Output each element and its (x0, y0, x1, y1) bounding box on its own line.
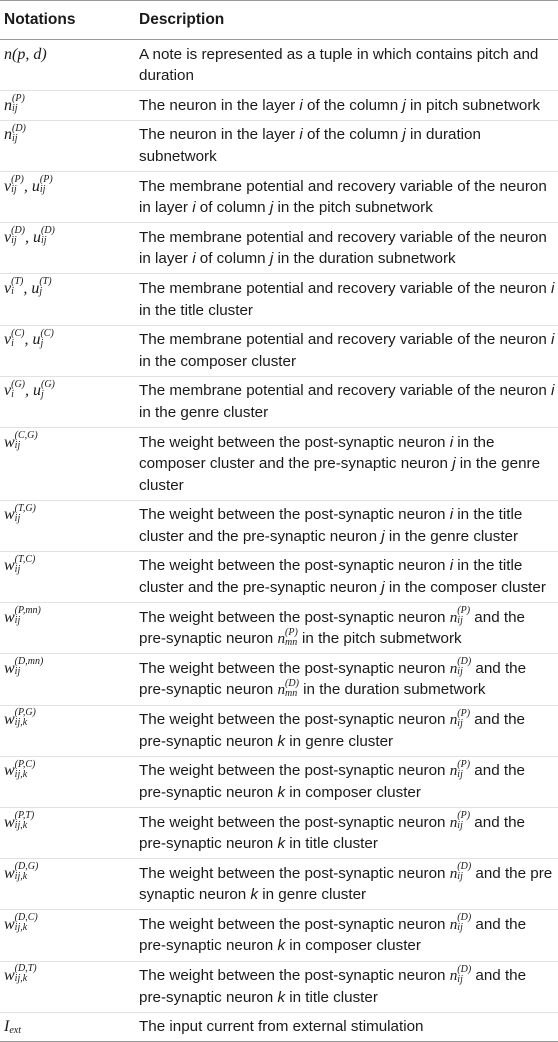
description-cell: A note is represented as a tuple in which contains pitch and duration (139, 40, 558, 91)
notation-cell: w (P,mn) ij (0, 603, 139, 654)
description-cell: The neuron in the layer i of the column j in duration subnetwork (139, 120, 558, 171)
description-cell: The input current from external stimulation (139, 1012, 558, 1042)
table-row (0, 859, 558, 910)
table-row (0, 274, 558, 325)
description-cell: The neuron in the layer i of the column j in pitch subnetwork (139, 91, 558, 121)
table-row (0, 223, 558, 274)
description-cell: The membrane potential and recovery variable of the neuron in layer i of column j in the duration subnetwork (139, 223, 558, 274)
notation-cell: w (P,T) ij,k (0, 807, 139, 858)
description-cell: The weight between the post-synaptic neuron i in the title cluster and the pre-synaptic neuron j in the genre cluster (139, 500, 558, 551)
description-cell: The weight between the post-synaptic neuron n (D) ij and the pre-synaptic neuron k in composer cluster (139, 910, 558, 961)
notation-cell: w (D,G) ij,k (0, 859, 139, 910)
table-row (0, 325, 558, 376)
description-cell: The membrane potential and recovery variable of the neuron i in the genre cluster (139, 376, 558, 427)
notation-cell: w (D,mn) ij (0, 654, 139, 705)
notation-cell: n (D) ij (0, 120, 139, 171)
table-row (0, 428, 558, 501)
description-cell: The weight between the post-synaptic neuron n (P) ij and the pre-synaptic neuron k in title cluster (139, 807, 558, 858)
description-cell: The weight between the post-synaptic neuron n (P) ij and the pre-synaptic neuron k in composer cluster (139, 756, 558, 807)
table-row (0, 120, 558, 171)
notation-cell: n(p, d) (0, 40, 139, 91)
description-cell: The weight between the post-synaptic neuron n (P) ij and the pre-synaptic neuron n (P) mn in the pitch submetwork (139, 603, 558, 654)
notation-cell: w (T,C) ij (0, 551, 139, 602)
notation-cell: w (D,T) ij,k (0, 961, 139, 1012)
notation-cell: v (P) ij , u (P) ij (0, 172, 139, 223)
notation-cell: n (P) ij (0, 91, 139, 121)
notation-cell: w (D,C) ij,k (0, 910, 139, 961)
table-row (0, 500, 558, 551)
description-cell: The weight between the post-synaptic neuron i in the composer cluster and the pre-synaptic neuron j in the genre cluster (139, 428, 558, 501)
description-cell: The weight between the post-synaptic neuron i in the title cluster and the pre-synaptic neuron j in the composer cluster (139, 551, 558, 602)
notation-cell: v (D) ij , u (D) ij (0, 223, 139, 274)
description-cell: The membrane potential and recovery variable of the neuron i in the title cluster (139, 274, 558, 325)
notation-cell: w (P,C) ij,k (0, 756, 139, 807)
description-cell: The weight between the post-synaptic neuron n (P) ij and the pre-synaptic neuron k in genre cluster (139, 705, 558, 756)
table-row (0, 91, 558, 121)
table-row (0, 756, 558, 807)
description-cell: The membrane potential and recovery variable of the neuron i in the composer cluster (139, 325, 558, 376)
table-body (0, 40, 558, 1042)
table-row (0, 807, 558, 858)
table-row (0, 654, 558, 705)
notation-cell: I ext (0, 1012, 139, 1042)
description-cell: The weight between the post-synaptic neuron n (D) ij and the pre-synaptic neuron k in title cluster (139, 961, 558, 1012)
table-row (0, 603, 558, 654)
table-row (0, 172, 558, 223)
notations-header: Notations (0, 1, 139, 40)
header-row (0, 1, 558, 40)
table-row (0, 551, 558, 602)
table-row (0, 376, 558, 427)
notation-cell: w (C,G) ij (0, 428, 139, 501)
table-row (0, 705, 558, 756)
notation-cell: v (G) i , u (G) j (0, 376, 139, 427)
notation-cell: w (P,G) ij,k (0, 705, 139, 756)
description-header: Description (139, 1, 558, 40)
description-cell: The weight between the post-synaptic neuron n (D) ij and the pre-synaptic neuron n (D) mn in the duration submetwork (139, 654, 558, 705)
description-cell: The weight between the post-synaptic neuron n (D) ij and the pre synaptic neuron k in genre cluster (139, 859, 558, 910)
notation-cell: v (C) i , u (C) j (0, 325, 139, 376)
notation-cell: v (T) i , u (T) j (0, 274, 139, 325)
table-row (0, 910, 558, 961)
description-cell: The membrane potential and recovery variable of the neuron in layer i of column j in the pitch subnetwork (139, 172, 558, 223)
table-row (0, 40, 558, 91)
table-row (0, 1012, 558, 1042)
notation-cell: w (T,G) ij (0, 500, 139, 551)
